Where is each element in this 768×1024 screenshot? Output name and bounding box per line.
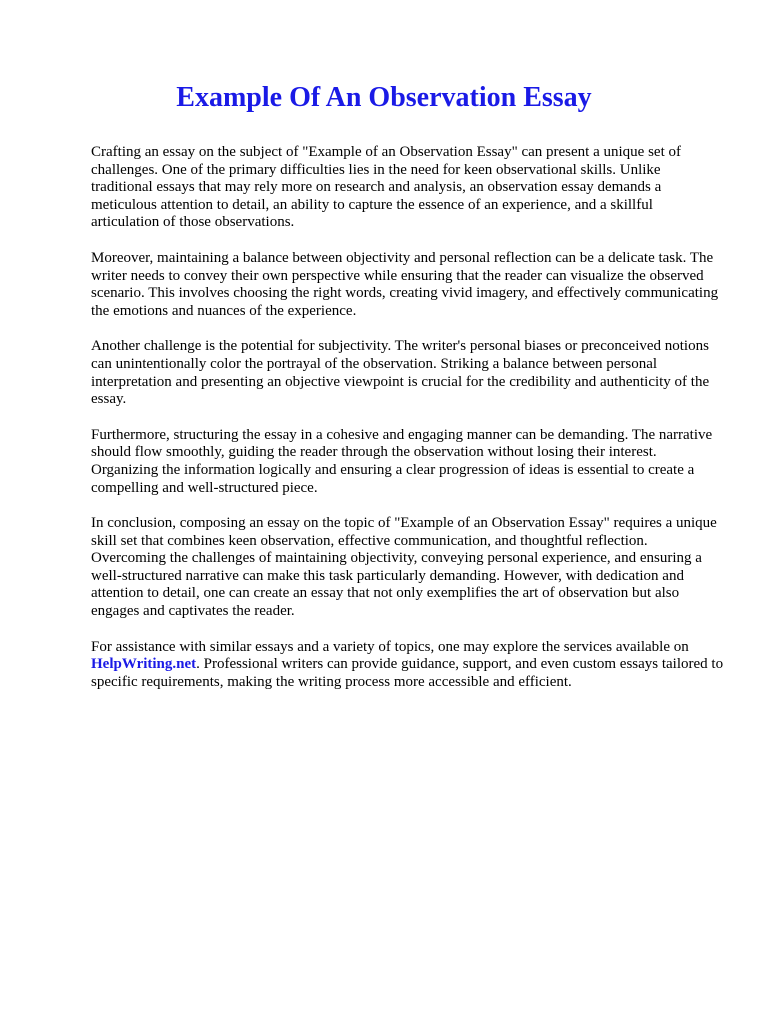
helpwriting-link[interactable]: HelpWriting.net bbox=[91, 656, 197, 673]
paragraph-assistance bbox=[91, 639, 724, 692]
assistance-text-after: . Professional writers can provide guidance, support, and even custom essays tailored to specific requirements, making the writing process more accessible and efficient. bbox=[91, 656, 724, 690]
paragraph-conclusion: In conclusion, composing an essay on the topic of "Example of an Observation Essay" requires a unique skill set that combines keen observation, effective communication, and thoughtful reflection. Overcoming the challenges of maintaining objectivity, conveying personal experience, and ensuring a well-structured narrative can make this task particularly demanding. However, with dedication and attention to detail, one can create an essay that not only exemplifies the art of observation but also engages and captivates the reader. bbox=[91, 515, 717, 620]
assistance-text-before: For assistance with similar essays and a variety of topics, one may explore the services available on bbox=[91, 638, 689, 655]
paragraph-structure: Furthermore, structuring the essay in a cohesive and engaging manner can be demanding. The narrative should flow smoothly, guiding the reader through the observation without losing their interest. Organizing the information logically and ensuring a clear progression of ideas is essential to create a compelling and well-structured piece. bbox=[91, 426, 713, 496]
document-title: Example Of An Observation Essay bbox=[176, 82, 592, 113]
paragraph-balance: Moreover, maintaining a balance between objectivity and personal reflection can be a delicate task. The writer needs to convey their own perspective while ensuring that the reader can visualize the observed scenario. This involves choosing the right words, creating vivid imagery, and effectively communicating the emotions and nuances of the experience. bbox=[91, 249, 719, 319]
paragraph-intro: Crafting an essay on the subject of "Example of an Observation Essay" can present a unique set of challenges. One of the primary difficulties lies in the need for keen observational skills. Unlike traditional essays that may rely more on research and analysis, an observation essay demands a meticulous attention to detail, an ability to capture the essence of an experience, and a skillful articulation of those observations. bbox=[91, 144, 681, 231]
paragraph-subjectivity: Another challenge is the potential for subjectivity. The writer's personal biases or preconceived notions can unintentionally color the portrayal of the observation. Striking a balance between personal interpretation and presenting an objective viewpoint is crucial for the credibility and authenticity of the essay. bbox=[91, 338, 710, 408]
